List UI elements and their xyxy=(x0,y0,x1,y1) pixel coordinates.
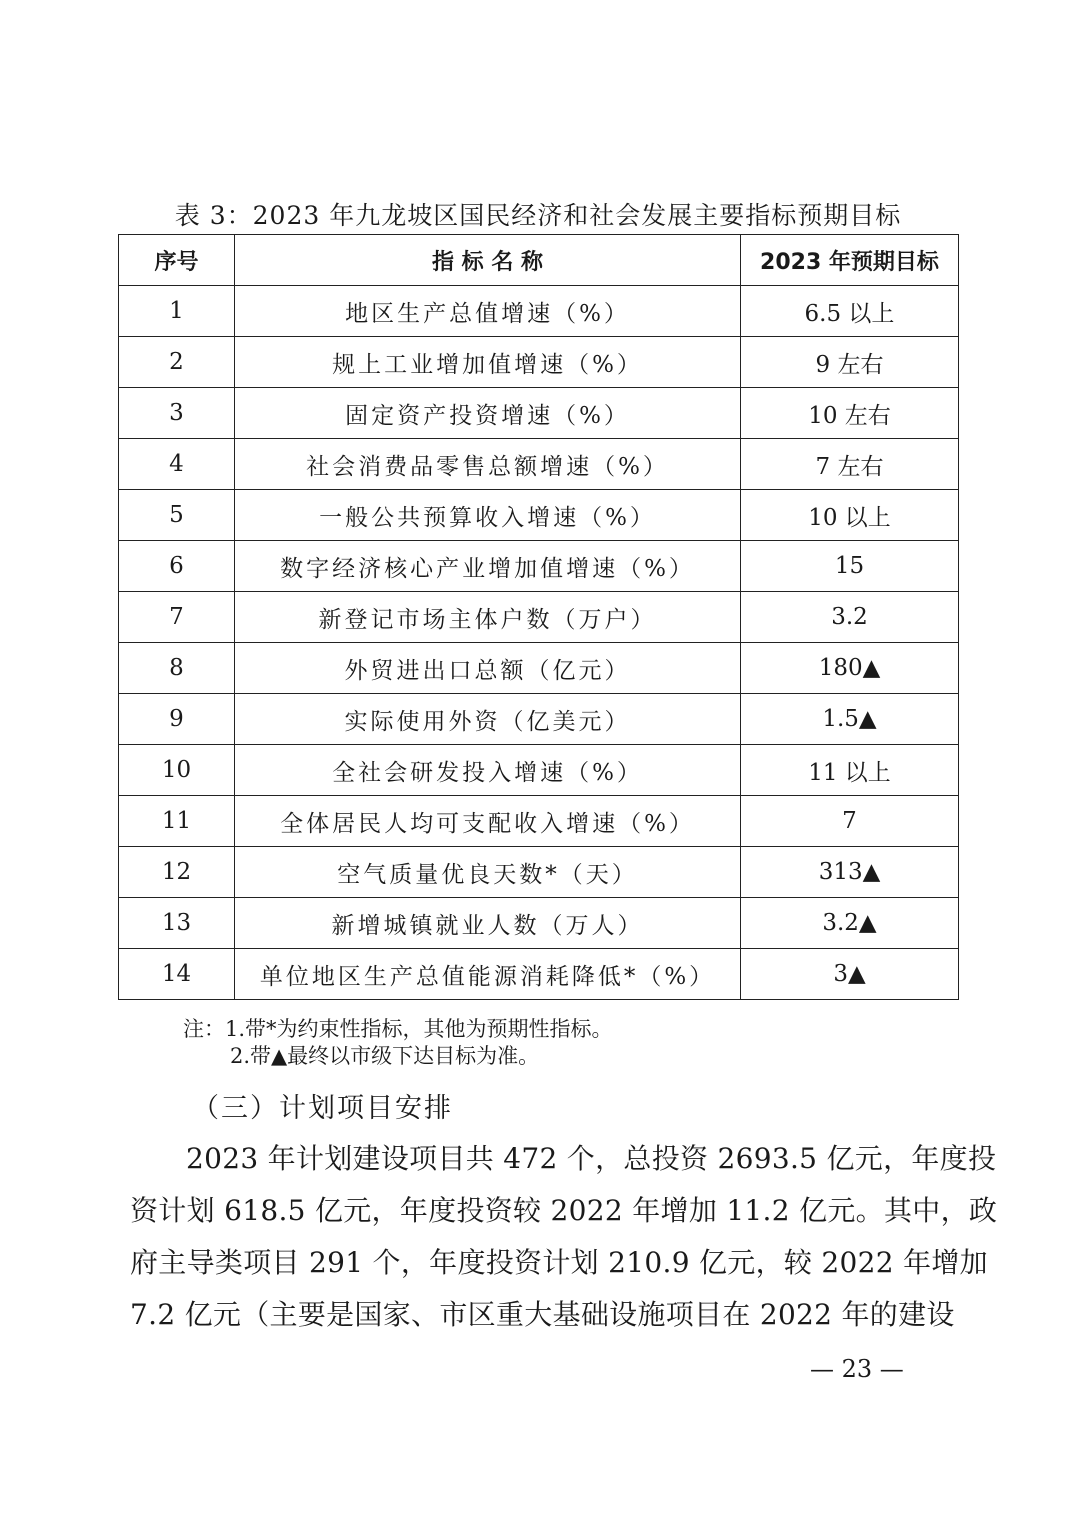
body-paragraph xyxy=(130,1133,998,1341)
cell-target: 11 以上 xyxy=(741,745,959,796)
cell-target: 3.2▲ xyxy=(741,898,959,949)
page-number: — 23 — xyxy=(810,1355,904,1383)
cell-indicator-name: 社会消费品零售总额增速（%） xyxy=(235,439,741,490)
cell-indicator-name: 全社会研发投入增速（%） xyxy=(235,745,741,796)
header-indicator-name: 指 标 名 称 xyxy=(235,235,741,286)
cell-target: 10 左右 xyxy=(741,388,959,439)
cell-indicator-name: 全体居民人均可支配收入增速（%） xyxy=(235,796,741,847)
paragraph-line: 资计划 618.5 亿元，年度投资较 2022 年增加 11.2 亿元。其中，政 xyxy=(130,1194,998,1227)
indicators-table xyxy=(118,234,959,1000)
note-2: 2.带▲最终以市级下达目标为准。 xyxy=(230,1044,540,1068)
cell-indicator-name: 数字经济核心产业增加值增速（%） xyxy=(235,541,741,592)
cell-target: 9 左右 xyxy=(741,337,959,388)
table-row xyxy=(119,796,959,847)
cell-no: 9 xyxy=(119,694,235,745)
paragraph-line: 7.2 亿元（主要是国家、市区重大基础设施项目在 2022 年的建设 xyxy=(130,1298,955,1331)
table-caption: 表 3：2023 年九龙坡区国民经济和社会发展主要指标预期目标 xyxy=(174,201,902,230)
paragraph-line: 府主导类项目 291 个，年度投资计划 210.9 亿元，较 2022 年增加 xyxy=(130,1246,988,1279)
cell-target: 10 以上 xyxy=(741,490,959,541)
cell-no: 8 xyxy=(119,643,235,694)
cell-indicator-name: 新登记市场主体户数（万户） xyxy=(235,592,741,643)
paragraph-line: 2023 年计划建设项目共 472 个，总投资 2693.5 亿元，年度投 xyxy=(186,1142,997,1175)
cell-no: 11 xyxy=(119,796,235,847)
table-notes xyxy=(183,1016,613,1070)
cell-target: 15 xyxy=(741,541,959,592)
table-row xyxy=(119,388,959,439)
table-row xyxy=(119,745,959,796)
cell-no: 10 xyxy=(119,745,235,796)
table-row xyxy=(119,949,959,1000)
cell-target: 1.5▲ xyxy=(741,694,959,745)
cell-indicator-name: 单位地区生产总值能源消耗降低*（%） xyxy=(235,949,741,1000)
header-target: 2023 年预期目标 xyxy=(741,235,959,286)
cell-indicator-name: 固定资产投资增速（%） xyxy=(235,388,741,439)
cell-no: 1 xyxy=(119,286,235,337)
cell-no: 13 xyxy=(119,898,235,949)
table-row xyxy=(119,694,959,745)
cell-target: 7 xyxy=(741,796,959,847)
cell-no: 12 xyxy=(119,847,235,898)
table-row xyxy=(119,286,959,337)
cell-target: 180▲ xyxy=(741,643,959,694)
header-no: 序号 xyxy=(119,235,235,286)
cell-indicator-name: 新增城镇就业人数（万人） xyxy=(235,898,741,949)
cell-no: 3 xyxy=(119,388,235,439)
note-1: 注：1.带*为约束性指标，其他为预期性指标。 xyxy=(183,1017,613,1041)
cell-indicator-name: 地区生产总值增速（%） xyxy=(235,286,741,337)
cell-indicator-name: 空气质量优良天数*（天） xyxy=(235,847,741,898)
table-header-row xyxy=(119,235,959,286)
cell-indicator-name: 一般公共预算收入增速（%） xyxy=(235,490,741,541)
cell-indicator-name: 实际使用外资（亿美元） xyxy=(235,694,741,745)
cell-no: 14 xyxy=(119,949,235,1000)
table-row xyxy=(119,490,959,541)
cell-indicator-name: 外贸进出口总额（亿元） xyxy=(235,643,741,694)
table-row xyxy=(119,898,959,949)
table-row xyxy=(119,439,959,490)
cell-target: 7 左右 xyxy=(741,439,959,490)
cell-indicator-name: 规上工业增加值增速（%） xyxy=(235,337,741,388)
cell-target: 3.2 xyxy=(741,592,959,643)
cell-no: 2 xyxy=(119,337,235,388)
table-row xyxy=(119,643,959,694)
cell-no: 7 xyxy=(119,592,235,643)
section-heading: （三）计划项目安排 xyxy=(192,1093,453,1124)
cell-target: 3▲ xyxy=(741,949,959,1000)
cell-no: 6 xyxy=(119,541,235,592)
table-row xyxy=(119,541,959,592)
cell-no: 4 xyxy=(119,439,235,490)
cell-no: 5 xyxy=(119,490,235,541)
cell-target: 313▲ xyxy=(741,847,959,898)
cell-target: 6.5 以上 xyxy=(741,286,959,337)
table-row xyxy=(119,592,959,643)
table-row xyxy=(119,337,959,388)
table-row xyxy=(119,847,959,898)
